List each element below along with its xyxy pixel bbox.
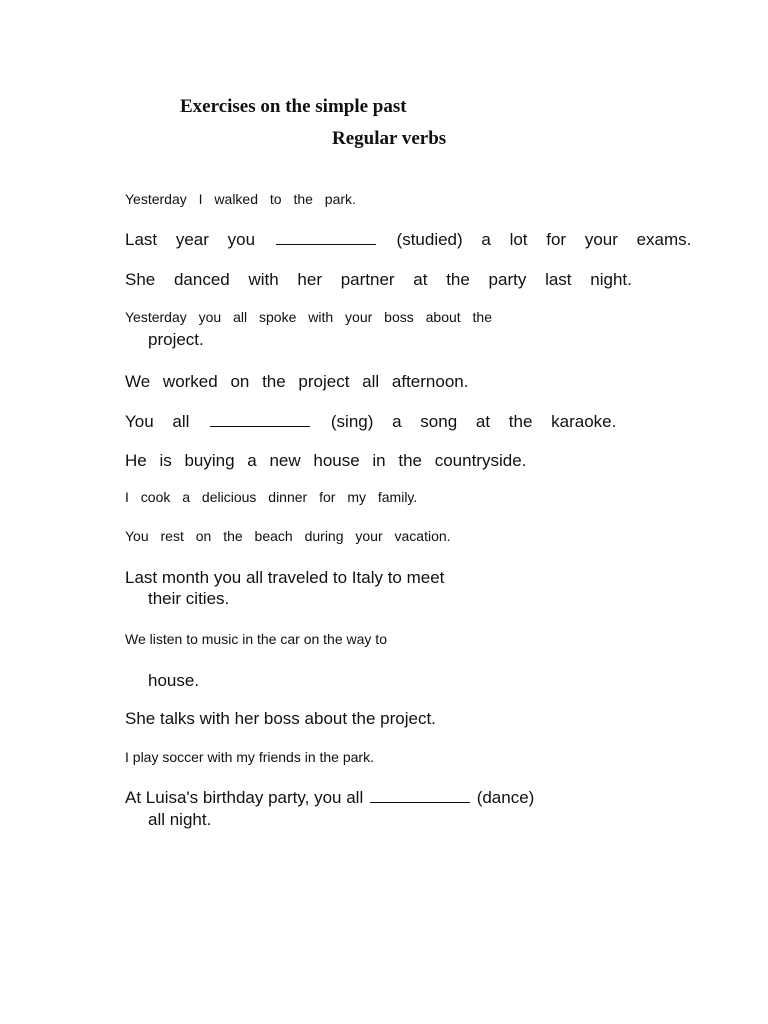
- sentence-8: I cook a delicious dinner for my family.: [125, 489, 418, 505]
- sentence-9: You rest on the beach during your vacation.: [125, 528, 451, 544]
- sentence-12: She talks with her boss about the project.: [125, 709, 436, 728]
- sentence-10: Last month you all traveled to Italy to meet: [125, 568, 445, 587]
- sentence-2-before: Last year you: [125, 230, 256, 249]
- sentence-4: Yesterday you all spoke with your boss about the: [125, 309, 493, 325]
- sentence-2-after: (studied) a lot for your exams.: [396, 230, 692, 249]
- sentence-13: I play soccer with my friends in the park.: [125, 749, 374, 765]
- sentence-11-continued: house.: [148, 671, 200, 690]
- sentence-1: Yesterday I walked to the park.: [125, 191, 356, 207]
- sentence-6-before: You all: [125, 412, 190, 431]
- sentence-14-continued: all night.: [148, 810, 212, 829]
- answer-blank[interactable]: [210, 425, 310, 427]
- sentence-3: She danced with her partner at the party last night.: [125, 270, 632, 289]
- page-subtitle: Regular verbs: [332, 128, 447, 149]
- sentence-4-continued: project.: [148, 330, 204, 349]
- sentence-6-after: (sing) a song at the karaoke.: [330, 412, 617, 431]
- sentence-10-continued: their cities.: [148, 589, 230, 608]
- sentence-2: [125, 230, 691, 250]
- sentence-5: We worked on the project all afternoon.: [125, 372, 469, 391]
- sentence-14: [125, 788, 534, 808]
- answer-blank[interactable]: [276, 243, 376, 245]
- sentence-14-before: At Luisa's birthday party, you all: [125, 788, 364, 807]
- sentence-14-after: (dance): [476, 788, 535, 807]
- sentence-11: We listen to music in the car on the way to: [125, 631, 387, 647]
- answer-blank[interactable]: [370, 801, 470, 803]
- sentence-7: He is buying a new house in the countryside.: [125, 451, 527, 470]
- sentence-6: [125, 412, 616, 432]
- page-title: Exercises on the simple past: [180, 96, 407, 117]
